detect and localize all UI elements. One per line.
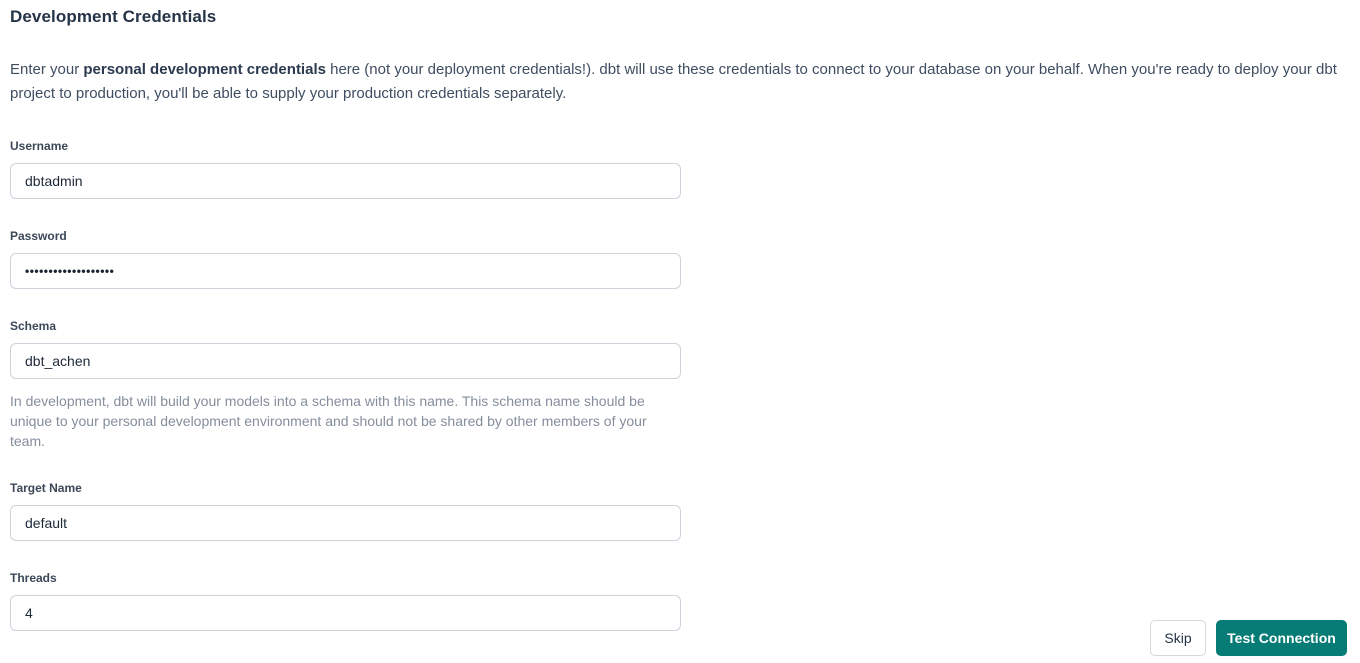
username-input[interactable] bbox=[10, 163, 681, 199]
password-input[interactable] bbox=[10, 253, 681, 289]
field-target-name bbox=[10, 481, 1347, 541]
footer-actions bbox=[1150, 620, 1347, 656]
intro-bold: personal development credentials bbox=[83, 61, 326, 78]
test-connection-button[interactable]: Test Connection bbox=[1216, 620, 1347, 656]
intro-prefix: Enter your bbox=[10, 61, 84, 78]
schema-input[interactable] bbox=[10, 343, 681, 379]
intro-suffix: here (not your deployment credentials!). dbt will use these credentials to connect to your database on your behalf. When you're ready to deploy your dbt project to production, you'll be able to supply your production credentials separately. bbox=[10, 61, 1337, 102]
threads-label: Threads bbox=[10, 571, 57, 585]
schema-label: Schema bbox=[10, 319, 57, 333]
page-title: Development Credentials bbox=[10, 7, 217, 26]
credentials-form bbox=[10, 139, 1347, 631]
threads-input[interactable] bbox=[10, 595, 681, 631]
intro-text bbox=[10, 58, 1342, 106]
password-label: Password bbox=[10, 229, 67, 243]
schema-help-text: In development, dbt will build your models into a schema with this name. This schema name should be unique to your personal development environment and should not be shared by other members of your team. bbox=[10, 393, 647, 449]
username-label: Username bbox=[10, 139, 69, 153]
field-username bbox=[10, 139, 1347, 199]
field-password bbox=[10, 229, 1347, 289]
field-threads bbox=[10, 571, 1347, 631]
target-name-label: Target Name bbox=[10, 481, 82, 495]
skip-button[interactable]: Skip bbox=[1150, 620, 1206, 656]
field-schema bbox=[10, 319, 1347, 451]
target-name-input[interactable] bbox=[10, 505, 681, 541]
